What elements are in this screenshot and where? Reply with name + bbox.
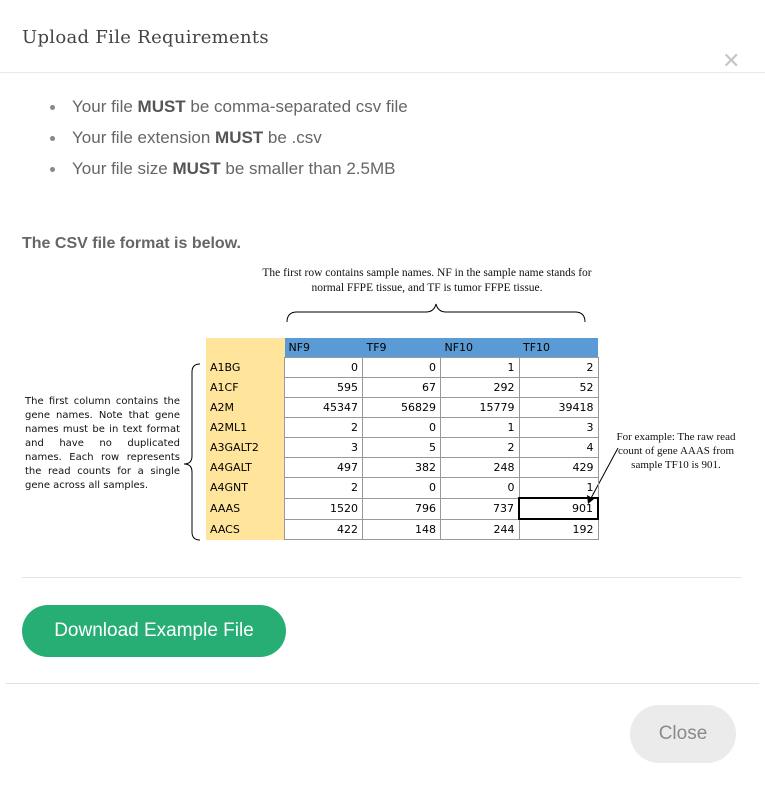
example-note: For example: The raw read count of gene AAAS from sample TF10 is 901. — [616, 431, 736, 471]
count-cell: 382 — [363, 458, 441, 478]
table-row — [206, 519, 598, 540]
count-cell: 422 — [285, 519, 363, 540]
column-header: TF9 — [363, 338, 441, 358]
count-cell: 2 — [285, 478, 363, 499]
count-cell: 45347 — [285, 398, 363, 418]
table-row — [206, 478, 598, 499]
table-row — [206, 458, 598, 478]
gene-name-cell: A2ML1 — [206, 418, 285, 438]
count-cell: 67 — [363, 378, 441, 398]
count-cell: 15779 — [441, 398, 520, 418]
count-cell: 4 — [519, 438, 598, 458]
count-cell: 1520 — [285, 498, 363, 519]
dialog-title: Upload File Requirements — [22, 27, 269, 48]
count-cell: 901 — [519, 498, 598, 519]
count-cell: 1 — [519, 478, 598, 499]
divider — [22, 577, 742, 578]
table-row — [206, 418, 598, 438]
count-cell: 595 — [285, 378, 363, 398]
count-cell: 0 — [363, 478, 441, 499]
count-cell: 1 — [441, 358, 520, 378]
table-row — [206, 498, 598, 519]
table-row — [206, 378, 598, 398]
count-cell: 292 — [441, 378, 520, 398]
count-cell: 737 — [441, 498, 520, 519]
column-header: NF9 — [285, 338, 363, 358]
csv-format-figure — [0, 260, 765, 560]
count-cell: 0 — [441, 478, 520, 499]
count-cell: 429 — [519, 458, 598, 478]
download-example-button[interactable]: Download Example File — [22, 605, 286, 657]
list-item: Your file size MUST be smaller than 2.5MB — [50, 156, 408, 187]
count-cell: 248 — [441, 458, 520, 478]
count-cell: 2 — [285, 418, 363, 438]
table-row — [206, 358, 598, 378]
gene-name-cell: A4GALT — [206, 458, 285, 478]
count-cell: 0 — [363, 358, 441, 378]
gene-name-cell: AAAS — [206, 498, 285, 519]
format-heading: The CSV file format is below. — [22, 235, 241, 252]
table-row — [206, 398, 598, 418]
count-cell: 2 — [519, 358, 598, 378]
gene-name-cell: A2M — [206, 398, 285, 418]
close-icon[interactable]: ✕ — [722, 48, 741, 73]
first-column-note: The first column contains the gene names. Note that gene names must be in text format and have no duplicated names. Each row represents the read counts for a single gene across all samples. — [25, 396, 180, 491]
header-row — [206, 338, 598, 358]
gene-name-cell: A1CF — [206, 378, 285, 398]
gene-name-cell: A4GNT — [206, 478, 285, 499]
gene-name-cell: A3GALT2 — [206, 438, 285, 458]
divider — [6, 683, 759, 684]
count-cell: 244 — [441, 519, 520, 540]
count-cell: 0 — [363, 418, 441, 438]
list-item: Your file MUST be comma-separated csv file — [50, 94, 408, 125]
count-cell: 56829 — [363, 398, 441, 418]
count-cell: 39418 — [519, 398, 598, 418]
dialog-header — [0, 0, 765, 73]
first-row-note: The first row contains sample names. NF in the sample name stands for normal FFPE tissue, and TF is tumor FFPE tissue. — [262, 267, 592, 294]
count-cell: 3 — [285, 438, 363, 458]
column-header: TF10 — [519, 338, 598, 358]
count-cell: 0 — [285, 358, 363, 378]
count-cell: 497 — [285, 458, 363, 478]
count-cell: 192 — [519, 519, 598, 540]
corner-cell — [206, 338, 285, 358]
count-cell: 796 — [363, 498, 441, 519]
count-cell: 52 — [519, 378, 598, 398]
count-cell: 148 — [363, 519, 441, 540]
gene-name-cell: A1BG — [206, 358, 285, 378]
csv-sample-table — [206, 338, 599, 540]
requirements-list — [50, 94, 408, 187]
column-header: NF10 — [441, 338, 520, 358]
table-row — [206, 438, 598, 458]
list-item: Your file extension MUST be .csv — [50, 125, 408, 156]
count-cell: 5 — [363, 438, 441, 458]
count-cell: 1 — [441, 418, 520, 438]
count-cell: 2 — [441, 438, 520, 458]
close-button[interactable]: Close — [630, 705, 736, 763]
count-cell: 3 — [519, 418, 598, 438]
gene-name-cell: AACS — [206, 519, 285, 540]
